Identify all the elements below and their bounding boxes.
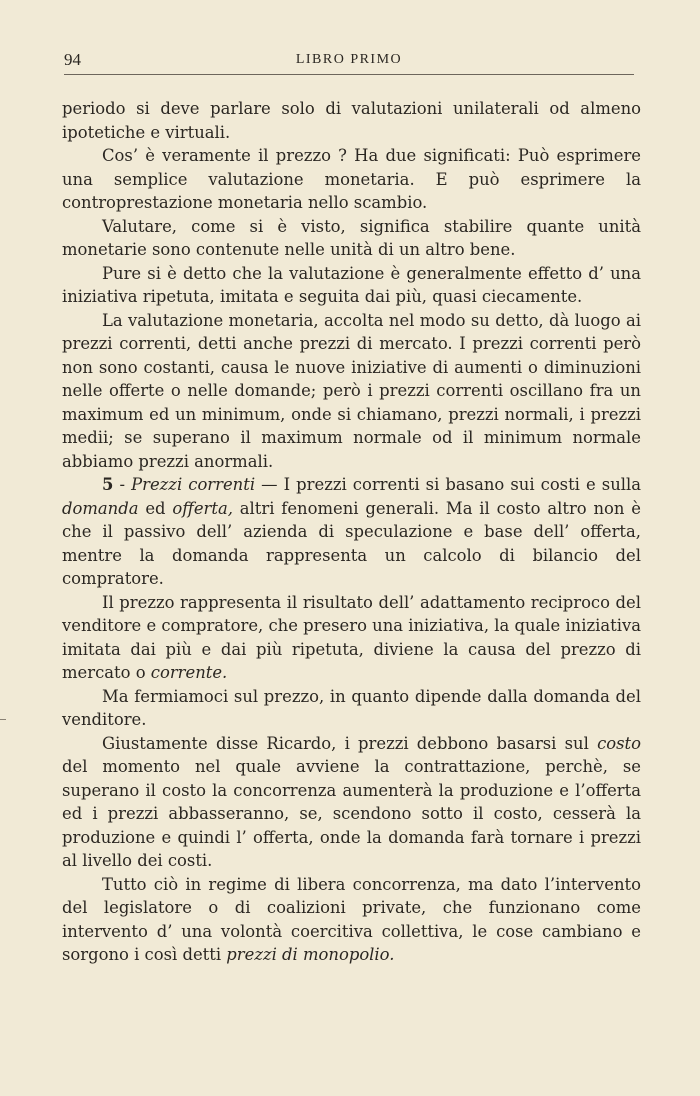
text-run: altri fenomeni generali. Ma il costo altro non è che il passivo dell’ azienda di speculazione e base dell’ offerta, mentre la domanda rappresenta un calcolo di bilancio del compratore. [62, 498, 641, 588]
page-number: 94 [64, 50, 81, 69]
italic-text: Prezzi correnti [131, 475, 256, 494]
italic-text: costo [597, 733, 641, 753]
paragraph [62, 262, 641, 309]
text-run: Giustamente disse Ricardo, i prezzi debbono basarsi sul [102, 733, 598, 753]
paragraph [62, 732, 641, 873]
text-run: Pure si è detto che la valutazione è generalmente effetto d’ una iniziativa ripetuta, imitata e seguita dai più, quasi ciecamente. [62, 263, 641, 306]
text-run: — I prezzi correnti si basano sui costi e sulla [255, 475, 642, 494]
text-run: Valutare, come si è visto, significa stabilire quante unità monetarie sono contenute nelle unità di un altro bene. [62, 216, 641, 259]
paragraph [62, 591, 641, 685]
text-run: Il prezzo rappresenta il risultato dell’ adattamento reciproco del venditore e compratore, che presero una iniziativa, la quale iniziativa imitata dai più e dai più ripetuta, diviene la causa del prezzo di mercato o [62, 592, 641, 682]
italic-text: domanda [62, 498, 139, 518]
paragraph [62, 873, 641, 967]
text-run: del momento nel quale avviene la contrattazione, perchè, se superano il costo la concorrenza aumenterà la produzione e l’offerta ed i prezzi abbasseranno, se, scendono sotto il costo, cesserà la produzione e quindi l’ offerta, onde la domanda farà tornare i prezzi al livello dei costi. [62, 757, 641, 870]
paragraph [62, 215, 641, 262]
margin-mark [0, 719, 6, 720]
text-run: La valutazione monetaria, accolta nel modo su detto, dà luogo ai prezzi correnti, detti anche prezzi di mercato. I prezzi correnti però non sono costanti, causa le nuove iniziative di aumenti o diminuzioni nelle offerte o nelle domande; però i prezzi correnti oscillano fra un maximum ed un minimum, onde si chiamano, prezzi normali, i prezzi medii; se superano il maximum normale od il minimum normale abbiamo prezzi anormali. [62, 310, 641, 471]
paragraph [62, 309, 641, 474]
text-run: - [113, 475, 132, 494]
running-head: LIBRO PRIMO [295, 52, 403, 67]
paragraph [62, 144, 641, 215]
italic-text: offerta, [172, 498, 233, 518]
section-number: 5 [102, 475, 114, 494]
italic-text: corrente. [150, 663, 228, 682]
text-run: Ma fermiamoci sul prezzo, in quanto dipende dalla domanda del venditore. [62, 686, 641, 729]
page-body-text [62, 97, 641, 967]
paragraph [62, 685, 641, 732]
text-run: Tutto ciò in regime di libera concorrenza, ma dato l’intervento del legislatore o di coalizioni private, che funzionano come intervento d’ una volontà coercitiva collettiva, le cose cambiano e sorgono i così detti [62, 874, 641, 964]
text-run: periodo si deve parlare solo di valutazioni unilaterali od almeno ipotetiche e virtuali. [62, 99, 641, 142]
text-run: Cos’ è veramente il prezzo ? Ha due significati: Può esprimere una semplice valutazione monetaria. E può esprimere la controprestazione monetaria nello scambio. [62, 146, 641, 212]
italic-text: prezzi di monopolio. [226, 945, 395, 964]
page-header [64, 50, 634, 75]
paragraph [62, 473, 641, 591]
paragraph [62, 97, 641, 144]
text-run: ed [138, 498, 173, 518]
